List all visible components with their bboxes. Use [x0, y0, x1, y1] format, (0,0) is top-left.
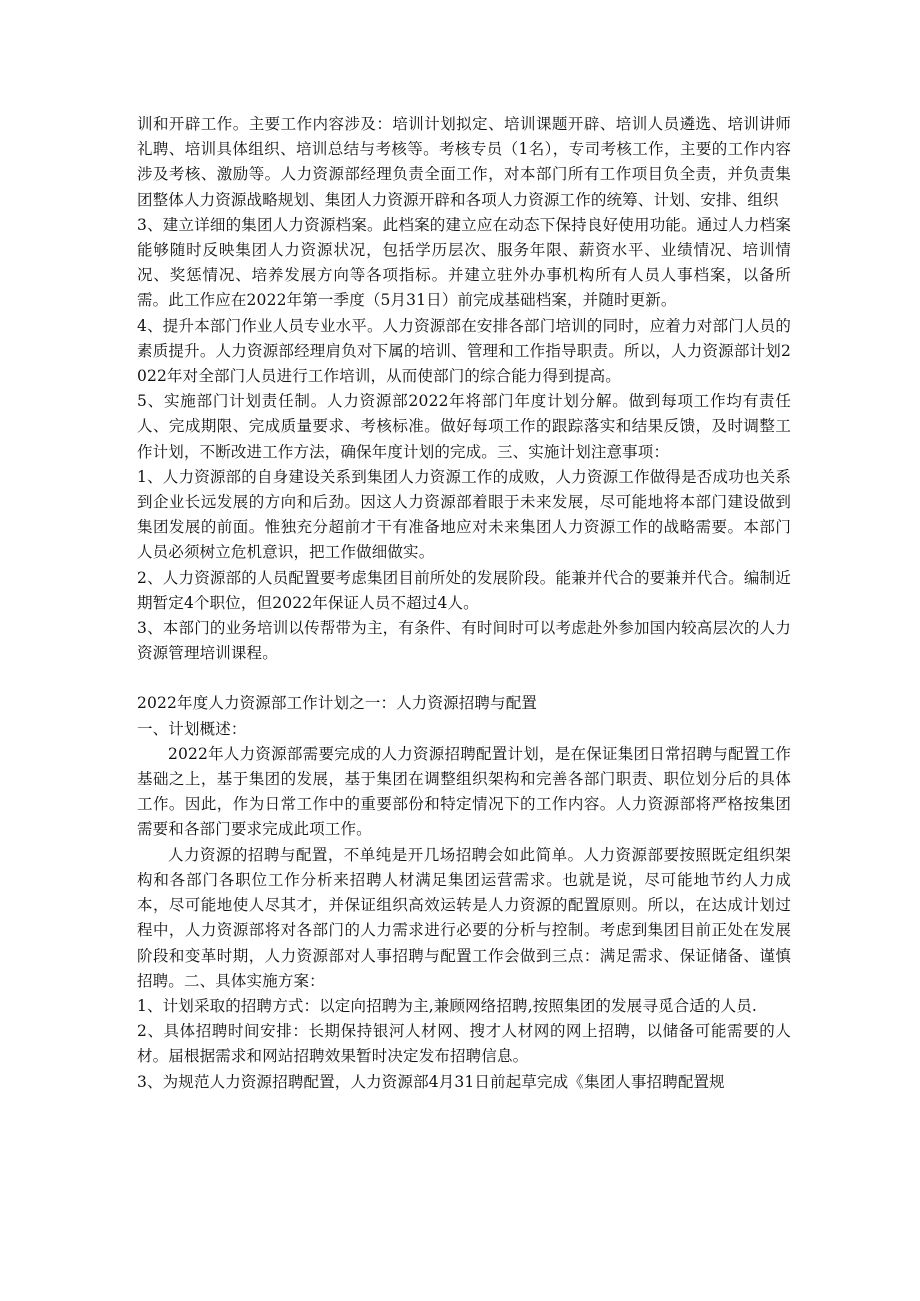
- section-spacer: [137, 666, 791, 691]
- paragraph-responsibility-system: 5、实施部门计划责任制。人力资源部2022年将部门年度计划分解。做到每项工作均有责任人、完成期限、完成质量要求、考核标准。做好每项工作的跟踪落实和结果反馈，及时调整工作计划，不断改进工作方法，确保年度计划的完成。三、实施计划注意事项：: [137, 392, 791, 461]
- paragraph-note-3: 3、本部门的业务培训以传帮带为主，有条件、有时间时可以考虑赴外参加国内较高层次的人力资源管理培训课程。: [137, 619, 791, 663]
- overview-paragraph-1: 2022年人力资源部需要完成的人力资源招聘配置计划，是在保证集团日常招聘与配置工作基础之上，基于集团的发展，基于集团在调整组织架构和完善各部门职责、职位划分后的具体工作。因此，作为日常工作中的重要部份和特定情况下的工作内容。人力资源部将严格按集团需要和各部门要求完成此项工作。: [137, 744, 791, 839]
- plan-item-2: 2、具体招聘时间安排：长期保持银河人材网、搜才人材网的网上招聘，以储备可能需要的人材。届根据需求和网站招聘效果暂时决定发布招聘信息。: [137, 1022, 791, 1066]
- paragraph-note-2: 2、人力资源部的人员配置要考虑集团目前所处的发展阶段。能兼并代合的要兼并代合。编制近期暂定4个职位，但2022年保证人员不超过4人。: [137, 568, 791, 612]
- paragraph-note-1: 1、人力资源部的自身建设关系到集团人力资源工作的成败，人力资源工作做得是否成功也关系到企业长远发展的方向和后劲。因这人力资源部着眼于未来发展，尽可能地将本部门建设做到集团发展的前面。惟独充分超前才干有准备地应对未来集团人力资源工作的战略需要。本部门人员必须树立危机意识，把工作做细做实。: [137, 467, 791, 562]
- overview-paragraph-2: 人力资源的招聘与配置，不单纯是开几场招聘会如此简单。人力资源部要按照既定组织架构和各部门各职位工作分析来招聘人材满足集团运营需求。也就是说，尽可能地节约人力成本，尽可能地使人尽其才，并保证组织高效运转是人力资源的配置原则。所以，在达成计划过程中，人力资源部将对各部门的人力需求进行必要的分析与控制。考虑到集团目前正处在发展阶段和变革时期，人力资源部对人事招聘与配置工作会做到三点：满足需求、保证储备、谨慎招聘。二、具体实施方案：: [137, 845, 791, 990]
- section-subtitle: 一、计划概述：: [137, 719, 247, 738]
- paragraph-hr-archives: 3、建立详细的集团人力资源档案。此档案的建立应在动态下保持良好使用功能。通过人力档案能够随时反映集团人力资源状况，包括学历层次、服务年限、薪资水平、业绩情况、培训情况、奖惩情况、培养发展方向等各项指标。并建立驻外办事机构所有人员人事档案，以备所需。此工作应在2022年第一季度（5月31日）前完成基础档案，并随时更新。: [137, 215, 791, 310]
- section-title: 2022年度人力资源部工作计划之一：人力资源招聘与配置: [137, 694, 537, 713]
- plan-item-3: 3、为规范人力资源招聘配置，人力资源部4月31日前起草完成《集团人事招聘配置规: [137, 1072, 725, 1091]
- paragraph-skill-improvement: 4、提升本部门作业人员专业水平。人力资源部在安排各部门培训的同时，应着力对部门人员的素质提升。人力资源部经理肩负对下属的培训、管理和工作指导职责。所以，人力资源部计划2022年对全部门人员进行工作培训，从而使部门的综合能力得到提高。: [137, 316, 791, 386]
- paragraph-training-duties: 训和开辟工作。主要工作内容涉及：培训计划拟定、培训课题开辟、培训人员遴选、培训讲师礼聘、培训具体组织、培训总结与考核等。考核专员（1名），专司考核工作，主要的工作内容涉及考核、激励等。人力资源部经理负责全面工作，对本部门所有工作项目负全责，并负责集团整体人力资源战略规划、集团人力资源开辟和各项人力资源工作的统筹、计划、安排、组织: [137, 115, 791, 209]
- document-body: [137, 112, 791, 1095]
- plan-item-1: 1、计划采取的招聘方式：以定向招聘为主,兼顾网络招聘,按照集团的发展寻觅合适的人员.: [137, 996, 757, 1015]
